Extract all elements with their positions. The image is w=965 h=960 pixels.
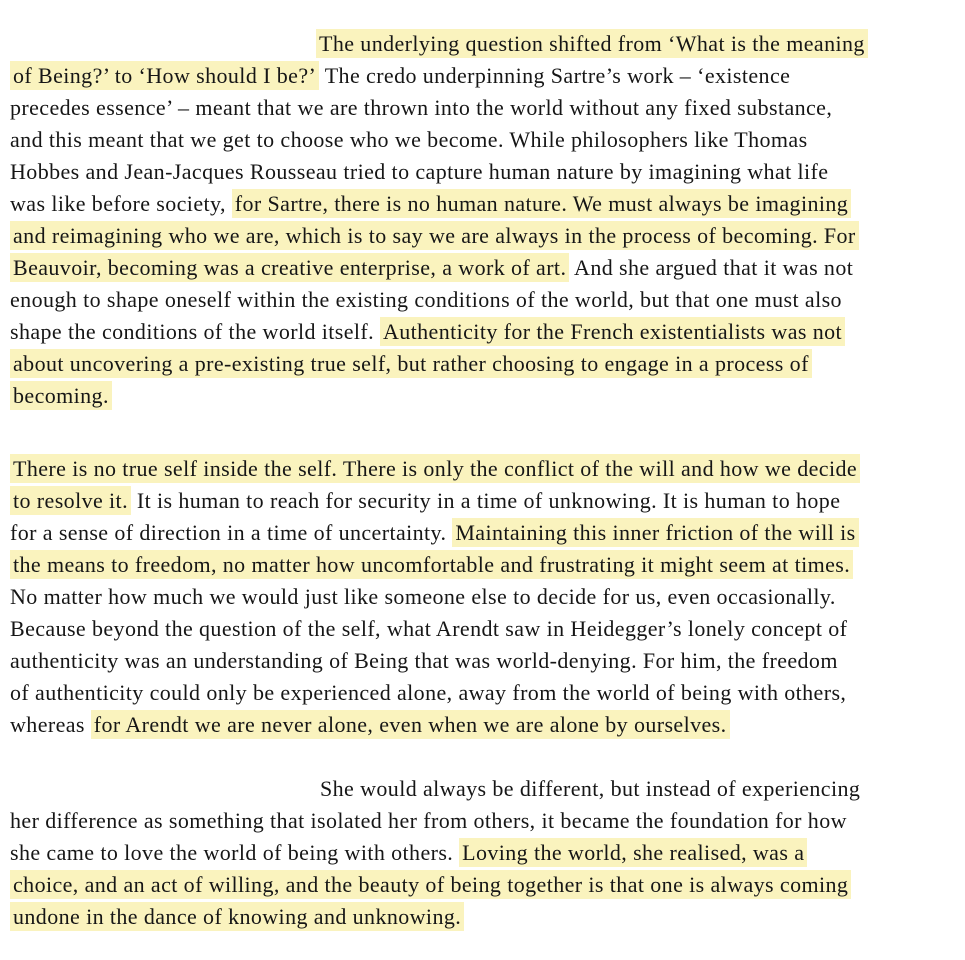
- text-line: [10, 156, 957, 188]
- text-line: [10, 869, 957, 901]
- highlighted-text[interactable]: Loving the world, she realised, was a: [459, 838, 807, 867]
- text-run: Because beyond the question of the self, what Arendt saw in Heidegger’s lonely concept of: [10, 616, 848, 641]
- paragraph: [10, 28, 957, 412]
- text-line: [10, 348, 957, 380]
- text-run: of authenticity could only be experienced alone, away from the world of being with others,: [10, 680, 847, 705]
- highlighted-text[interactable]: the means to freedom, no matter how uncomfortable and frustrating it might seem at times.: [10, 550, 853, 579]
- highlighted-text[interactable]: becoming.: [10, 381, 112, 410]
- text-run: precedes essence’ – meant that we are thrown into the world without any fixed substance,: [10, 95, 833, 120]
- text-line: [10, 28, 957, 60]
- text-line: [10, 517, 957, 549]
- text-run: she came to love the world of being with others.: [10, 840, 460, 865]
- text-line: [10, 60, 957, 92]
- text-line: [10, 613, 957, 645]
- text-run: It is human to reach for security in a time of unknowing. It is human to hope: [130, 488, 841, 513]
- text-line: [10, 773, 957, 805]
- text-line: [10, 252, 957, 284]
- text-line: [10, 645, 957, 677]
- highlighted-text[interactable]: There is no true self inside the self. There is only the conflict of the will and how we decide: [10, 454, 860, 483]
- text-line: [10, 677, 957, 709]
- first-line-indent: [10, 50, 316, 51]
- text-line: [10, 837, 957, 869]
- text-run: Hobbes and Jean-Jacques Rousseau tried to capture human nature by imagining what life: [10, 159, 829, 184]
- highlighted-text[interactable]: undone in the dance of knowing and unknowing.: [10, 902, 464, 931]
- text-run: was like before society,: [10, 191, 232, 216]
- text-line: [10, 549, 957, 581]
- text-line: [10, 901, 957, 933]
- text-run: No matter how much we would just like someone else to decide for us, even occasionally.: [10, 584, 836, 609]
- text-run: The credo underpinning Sartre’s work – ‘existence: [319, 63, 791, 88]
- text-run: whereas: [10, 712, 91, 737]
- highlighted-text[interactable]: Maintaining this inner friction of the will is: [452, 518, 858, 547]
- text-line: [10, 284, 957, 316]
- text-run: authenticity was an understanding of Being that was world-denying. For him, the freedom: [10, 648, 838, 673]
- text-run: her difference as something that isolated her from others, it became the foundation for how: [10, 808, 847, 833]
- text-line: [10, 581, 957, 613]
- text-line: [10, 805, 957, 837]
- first-line-indent: [10, 795, 320, 796]
- text-run: for a sense of direction in a time of uncertainty.: [10, 520, 453, 545]
- highlighted-text[interactable]: Beauvoir, becoming was a creative enterprise, a work of art.: [10, 253, 569, 282]
- text-line: [10, 709, 957, 741]
- text-line: [10, 485, 957, 517]
- highlighted-text[interactable]: for Sartre, there is no human nature. We must always be imagining: [232, 189, 851, 218]
- text-line: [10, 316, 957, 348]
- highlighted-text[interactable]: choice, and an act of willing, and the beauty of being together is that one is always coming: [10, 870, 851, 899]
- text-line: [10, 92, 957, 124]
- text-line: [10, 188, 957, 220]
- text-line: [10, 380, 957, 412]
- highlighted-text[interactable]: of Being?’ to ‘How should I be?’: [10, 61, 319, 90]
- text-run: And she argued that it was not: [569, 255, 854, 280]
- highlighted-text[interactable]: about uncovering a pre-existing true self, but rather choosing to engage in a process of: [10, 349, 812, 378]
- highlighted-text[interactable]: Authenticity for the French existentialists was not: [380, 317, 845, 346]
- text-line: [10, 453, 957, 485]
- paragraph: [10, 453, 957, 741]
- highlighted-text[interactable]: to resolve it.: [10, 486, 131, 515]
- text-run: enough to shape oneself within the existing conditions of the world, but that one must also: [10, 287, 842, 312]
- text-line: [10, 124, 957, 156]
- text-run: and this meant that we get to choose who we become. While philosophers like Thomas: [10, 127, 808, 152]
- text-line: [10, 220, 957, 252]
- text-run: shape the conditions of the world itself.: [10, 319, 380, 344]
- paragraph: [10, 773, 957, 933]
- text-run: She would always be different, but instead of experiencing: [320, 776, 861, 801]
- highlighted-text[interactable]: The underlying question shifted from ‘What is the meaning: [316, 29, 868, 58]
- highlighted-text[interactable]: for Arendt we are never alone, even when we are alone by ourselves.: [91, 710, 730, 739]
- highlighted-text[interactable]: and reimagining who we are, which is to say we are always in the process of becoming. For: [10, 221, 859, 250]
